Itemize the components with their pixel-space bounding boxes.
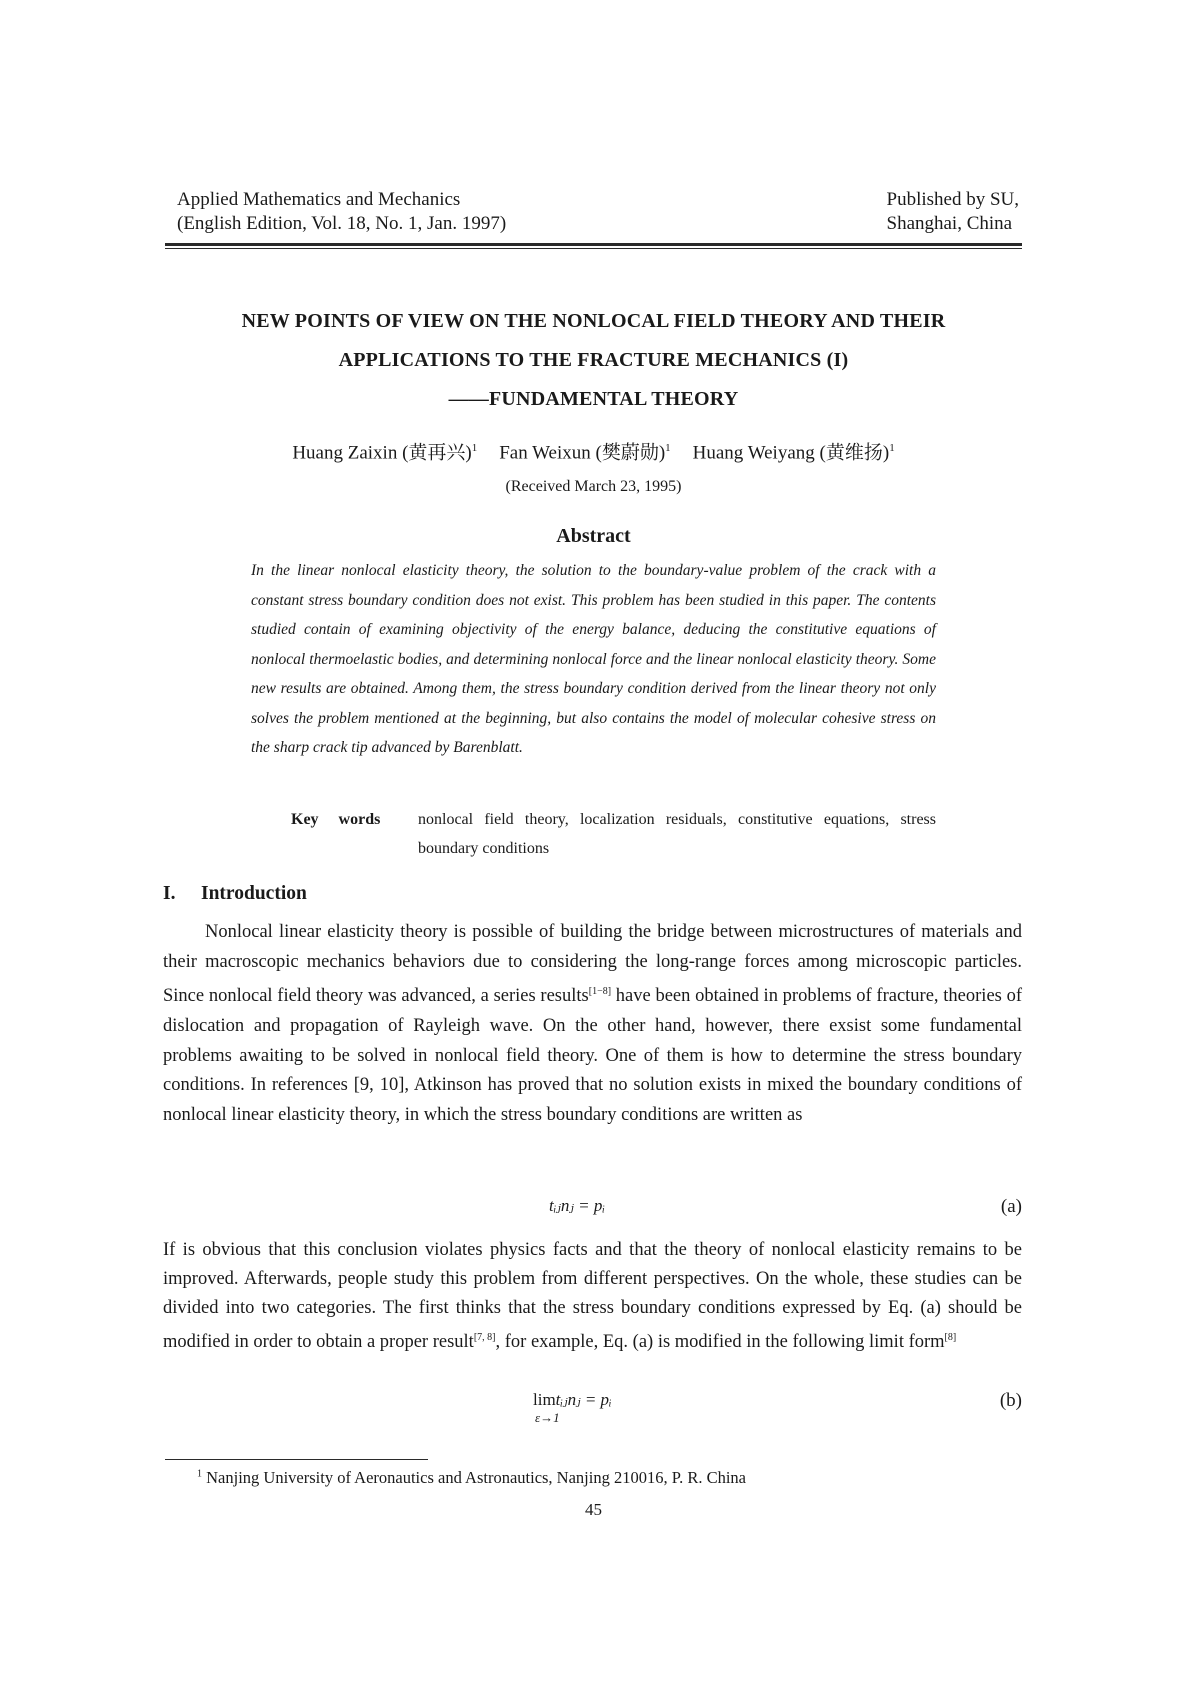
title-line-3: ——FUNDAMENTAL THEORY <box>448 388 739 410</box>
equation-expression: tᵢⱼnⱼ = pᵢ <box>549 1196 606 1215</box>
paragraph-text: Nonlocal linear elasticity theory is possible of building the bridge between microstructures of materials and their macroscopic mechanics behaviors due to considering the long-range forces among microscopic particles. Since nonlocal field theory was advanced, a series results <box>163 922 1022 1007</box>
equation-expression-group <box>533 1390 612 1425</box>
section-number: I. <box>163 883 176 904</box>
author-affiliation-mark: 1 <box>665 442 671 454</box>
limit-text: lim <box>533 1390 556 1409</box>
keywords-label: Key words <box>291 811 381 828</box>
author-list <box>165 436 1022 465</box>
citation: [7, 8] <box>473 1332 496 1343</box>
author-name: Huang Weiyang (黄维扬) <box>692 442 890 464</box>
equation-expression: tᵢⱼnⱼ = pᵢ <box>555 1390 612 1409</box>
paragraph-text: have been obtained in problems of fracture, theories of dislocation and propagation of Rayleigh wave. On the other hand, however, there exsist some fundamental problems awaiting to be solved in nonlocal field theory. One of them is how to determine the stress boundary conditions. In references [9, 10], Atkinson has proved that no solution exists in mixed the boundary conditions of nonlocal linear elasticity theory, in which the stress boundary conditions are written as <box>163 986 1022 1125</box>
body-paragraph <box>163 918 1022 1130</box>
equation-label: (a) <box>1000 1196 1022 1217</box>
publisher-location: Shanghai, China <box>886 213 1013 234</box>
header-rule <box>165 243 1022 246</box>
equation-b <box>163 1390 1022 1430</box>
paper-title <box>165 302 1022 419</box>
journal-name: Applied Mathematics and Mechanics <box>177 189 461 210</box>
body-paragraph <box>163 1236 1022 1357</box>
paragraph-text: , for example, Eq. (a) is modified in the following limit form <box>495 1332 945 1353</box>
section-title: Introduction <box>201 883 307 904</box>
journal-info <box>177 188 506 236</box>
keywords <box>291 805 936 863</box>
abstract-text: In the linear nonlocal elasticity theory, the solution to the boundary-value problem of the crack with a constant stress boundary condition does not exist. This problem has been studied in this paper. The contents studied contain of examining objectivity of the energy balance, deducing the constitutive equations of nonlocal thermoelastic bodies, and determining nonlocal force and the linear nonlocal elasticity theory. Some new results are obtained. Among them, the stress boundary condition derived from the linear theory not only solves the problem mentioned at the beginning, but also contains the model of molecular cohesive stress on the sharp crack tip advanced by Barenblatt. <box>251 562 936 756</box>
limit-operator <box>533 1390 560 1425</box>
footnote-text: Nanjing University of Aeronautics and Astronautics, Nanjing 210016, P. R. China <box>206 1468 746 1487</box>
section-heading <box>163 883 307 905</box>
author-name: Huang Zaixin (黄再兴) <box>292 442 472 464</box>
title-line-1: NEW POINTS OF VIEW ON THE NONLOCAL FIELD THEORY AND THEIR <box>241 310 946 332</box>
title-line-2: APPLICATIONS TO THE FRACTURE MECHANICS (I) <box>338 349 849 371</box>
footnote-rule <box>165 1459 428 1460</box>
header-rule-thin <box>165 248 1022 249</box>
equation-label: (b) <box>999 1390 1022 1411</box>
page-number: 45 <box>585 1500 602 1519</box>
keywords-text: nonlocal field theory, localization residuals, constitutive equations, stress boundary conditions <box>418 811 936 857</box>
paragraph-text: If is obvious that this conclusion violates physics facts and that the theory of nonlocal elasticity remains to be improved. Afterwards, people study this problem from different perspectives. On the whole, these studies can be divided into two categories. The first thinks that the stress boundary conditions expressed by Eq. (a) should be modified in order to obtain a proper result <box>163 1240 1022 1353</box>
limit-subscript: ε→1 <box>535 1410 560 1425</box>
publisher-info <box>887 188 1020 236</box>
publisher-name: Published by SU, <box>886 189 1019 210</box>
footnote <box>197 1468 746 1488</box>
author-affiliation-mark: 1 <box>889 442 895 454</box>
citation: [8] <box>944 1332 957 1343</box>
author-affiliation-mark: 1 <box>471 442 478 454</box>
abstract-heading: Abstract <box>556 525 631 547</box>
journal-edition: (English Edition, Vol. 18, No. 1, Jan. 1997) <box>177 213 507 234</box>
received-date: (Received March 23, 1995) <box>505 478 682 495</box>
author-name: Fan Weixun (樊蔚勋) <box>499 442 666 464</box>
equation-a <box>163 1196 1022 1226</box>
citation: [1−8] <box>588 986 612 998</box>
footnote-mark: 1 <box>197 1468 202 1480</box>
